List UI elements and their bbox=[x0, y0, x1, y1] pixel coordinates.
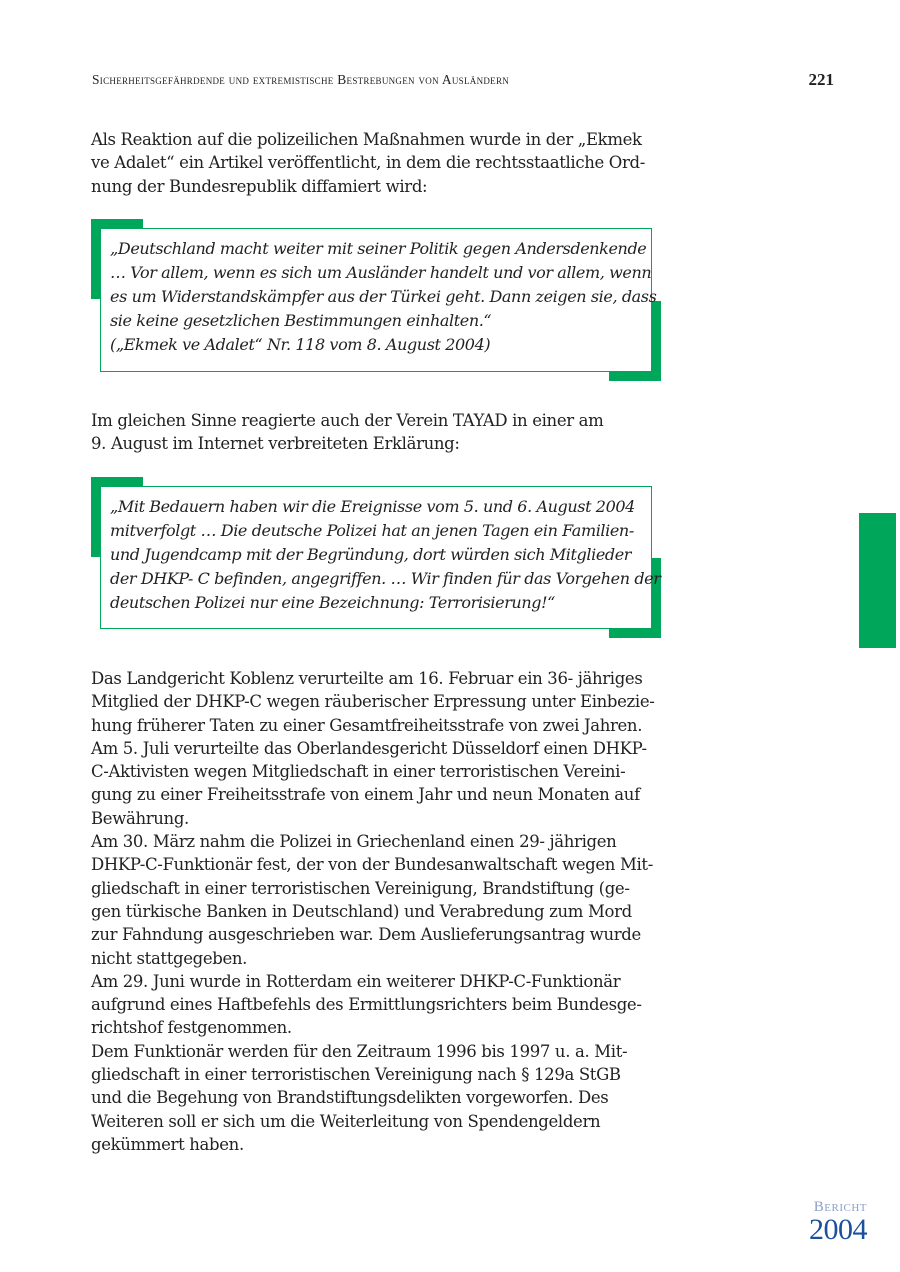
quote-source: („Ekmek ve Adalet“ Nr. 118 vom 8. August 2004) bbox=[110, 335, 491, 354]
text-line: DHKP-C-Funktionär fest, der von der Bundesanwaltschaft wegen Mit- bbox=[91, 855, 653, 875]
quote-box-ekmek-ve-adalet bbox=[91, 219, 661, 381]
quote-line: „Deutschland macht weiter mit seiner Politik gegen Andersdenkende bbox=[110, 239, 647, 258]
quote-line: der DHKP- C befinden, angegriffen. … Wir finden für das Vorgehen der bbox=[110, 569, 661, 588]
body-paragraph bbox=[91, 667, 671, 1156]
quote-frame bbox=[100, 228, 657, 372]
text-line: Bewährung. bbox=[91, 808, 189, 828]
text-line: Das Landgericht Koblenz verurteilte am 16. Februar ein 36- jähriges bbox=[91, 669, 643, 688]
text-line: Mitglied der DHKP-C wegen räuberischer Erpressung unter Einbezie- bbox=[91, 692, 655, 712]
text-line: gliedschaft in einer terroristischen Vereinigung, Brandstiftung (ge- bbox=[91, 878, 630, 898]
text-line: Am 30. März nahm die Polizei in Griechenland einen 29- jährigen bbox=[91, 832, 617, 852]
chapter-tab-marker bbox=[859, 513, 896, 648]
text-line: zur Fahndung ausgeschrieben war. Dem Auslieferungsantrag wurde bbox=[91, 925, 641, 945]
report-logo bbox=[809, 1198, 867, 1244]
text-line: hung früherer Taten zu einer Gesamtfreiheitsstrafe von zwei Jahren. bbox=[91, 715, 643, 735]
text-line: Im gleichen Sinne reagierte auch der Verein TAYAD in einer am bbox=[91, 411, 604, 430]
text-line: C-Aktivisten wegen Mitgliedschaft in einer terroristischen Vereini- bbox=[91, 762, 626, 782]
quote-box-tayad bbox=[91, 477, 661, 638]
quote-line: sie keine gesetzlichen Bestimmungen einhalten.“ bbox=[110, 311, 492, 330]
quote-line: „Mit Bedauern haben wir die Ereignisse vom 5. und 6. August 2004 bbox=[110, 497, 635, 516]
header-title: Sicherheitsgefährdende und extremistische Bestrebungen von Ausländern bbox=[92, 72, 510, 87]
page-number: 221 bbox=[808, 70, 834, 89]
intro-paragraph bbox=[91, 128, 671, 198]
quote-line: und Jugendcamp mit der Begründung, dort würden sich Mitglieder bbox=[110, 545, 632, 564]
text-line: Dem Funktionär werden für den Zeitraum 1996 bis 1997 u. a. Mit- bbox=[91, 1041, 628, 1061]
text-line: gekümmert haben. bbox=[91, 1134, 244, 1154]
text-line: aufgrund eines Haftbefehls des Ermittlungsrichters beim Bundesge- bbox=[91, 995, 642, 1015]
running-header bbox=[92, 70, 834, 92]
text-line: und die Begehung von Brandstiftungsdelikten vorgeworfen. Des bbox=[91, 1088, 609, 1108]
text-line: Am 29. Juni wurde in Rotterdam ein weiterer DHKP-C-Funktionär bbox=[91, 971, 621, 991]
text-line: Als Reaktion auf die polizeilichen Maßnahmen wurde in der „Ekmek bbox=[91, 130, 642, 149]
text-line: Weiteren soll er sich um die Weiterleitung von Spendengeldern bbox=[91, 1111, 601, 1131]
text-line: nicht stattgegeben. bbox=[91, 948, 248, 968]
text-line: 9. August im Internet verbreiteten Erklärung: bbox=[91, 434, 460, 454]
text-line: ve Adalet“ ein Artikel veröffentlicht, in dem die rechtsstaatliche Ord- bbox=[91, 153, 645, 173]
middle-paragraph bbox=[91, 409, 671, 456]
text-line: gen türkische Banken in Deutschland) und Verabredung zum Mord bbox=[91, 901, 632, 921]
text-line: gliedschaft in einer terroristischen Vereinigung nach § 129a StGB bbox=[91, 1065, 621, 1085]
text-line: nung der Bundesrepublik diffamiert wird: bbox=[91, 176, 428, 196]
quote-line: deutschen Polizei nur eine Bezeichnung: Terrorisierung!“ bbox=[110, 593, 555, 612]
text-line: gung zu einer Freiheitsstrafe von einem Jahr und neun Monaten auf bbox=[91, 785, 640, 805]
text-line: richtshof festgenommen. bbox=[91, 1018, 292, 1038]
text-line: Am 5. Juli verurteilte das Oberlandesgericht Düsseldorf einen DHKP- bbox=[91, 738, 647, 758]
quote-frame bbox=[100, 486, 661, 629]
quote-line: mitverfolgt … Die deutsche Polizei hat an jenen Tagen ein Familien- bbox=[110, 521, 634, 540]
logo-bericht-text: Bericht bbox=[813, 1199, 867, 1215]
logo-year-text: 2004 bbox=[809, 1213, 867, 1246]
quote-line: es um Widerstandskämpfer aus der Türkei geht. Dann zeigen sie, dass bbox=[110, 287, 657, 306]
quote-line: … Vor allem, wenn es sich um Ausländer handelt und vor allem, wenn bbox=[110, 263, 652, 282]
